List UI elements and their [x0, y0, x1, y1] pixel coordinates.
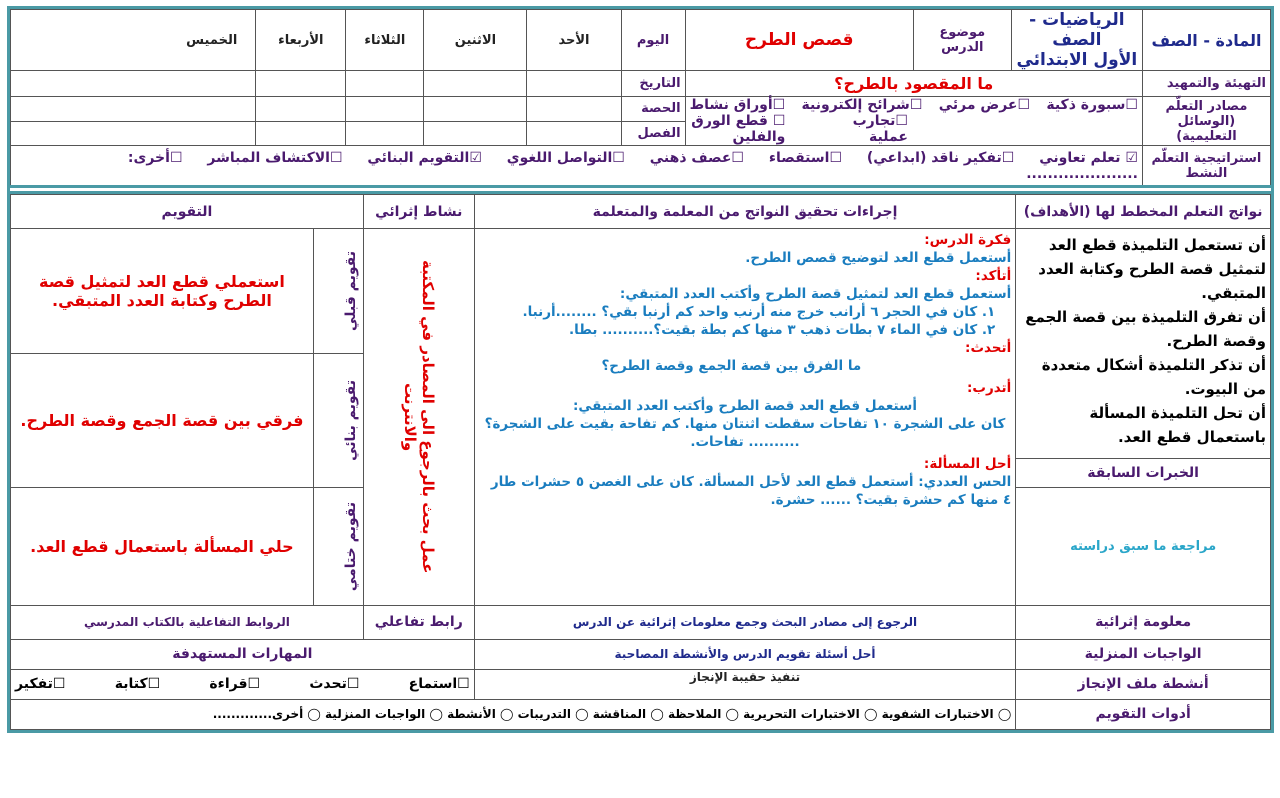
eval-type-pre: تقويم قبلي [313, 229, 363, 354]
enrich-info-label: معلومة إثرائية [1016, 605, 1271, 639]
strategy-other[interactable]: ☐أخرى: ..................... [127, 149, 1138, 182]
day-wednesday: الأربعاء [256, 10, 346, 71]
skill-reading[interactable]: ☐قراءة [209, 676, 261, 693]
portfolio-label: أنشطة ملف الإنجاز [1016, 669, 1271, 699]
evaluation-header: التقويم [11, 195, 364, 229]
tool-exercises[interactable]: ◯ التدريبات [517, 707, 589, 722]
resource-paper[interactable]: ☐ قطع الورق والفلين [691, 113, 786, 145]
strategy-brainstorm[interactable]: ☐عصف ذهني [649, 149, 744, 166]
strategy-discovery[interactable]: ☐الاكتشاف المباشر [207, 149, 343, 166]
lesson-table [10, 194, 1271, 730]
eval-type-formative: تقويم بنائي [313, 354, 363, 487]
resource-worksheets[interactable]: ☐أوراق نشاط [689, 97, 786, 113]
eval-type-final: تقويم ختامي [313, 487, 363, 605]
subject-label: المادة - الصف [1142, 10, 1270, 71]
date-label: التاريخ [621, 71, 685, 97]
outcomes-list: أن تستعمل التلميذة قطع العد لتمثيل قصة الطرح وكتابة العدد المتبقي. أن تفرق التلميذة بين قصة الجمع وقصة الطرح. أن تذكر التلميذة أشكال متعددة من البيوت. أن تحل التلميذة المسألة باستعمال قطع العد. [1016, 229, 1271, 459]
tools-label: أدوات التقويم [1016, 699, 1271, 729]
skills-label: المهارات المستهدفة [11, 639, 475, 669]
homework-value: أحل أسئلة تقويم الدرس والأنشطة المصاحبة [474, 639, 1016, 669]
eval-text-final: حلي المسألة باستعمال قطع العد. [11, 487, 314, 605]
strategy-inquiry[interactable]: ☐استقصاء [768, 149, 842, 166]
topic-value: قصص الطرح [685, 10, 913, 71]
enrichment-header: نشاط إثرائي [363, 195, 474, 229]
procedures-header: إجراءات تحقيق النواتج من المعلمة والمتعلمة [474, 195, 1016, 229]
outcomes-header: نواتج التعلم المخطط لها (الأهداف) [1016, 195, 1271, 229]
strategies-list [11, 146, 1143, 186]
resource-experiments[interactable]: ☐تجارب عملية [852, 113, 908, 145]
class-label: الفصل [621, 121, 685, 146]
period-label: الحصة [621, 97, 685, 122]
skill-listening[interactable]: ☐استماع [408, 676, 470, 693]
skill-thinking[interactable]: ☐تفكير [15, 676, 66, 693]
strategy-communication[interactable]: ☐التواصل اللغوي [506, 149, 625, 166]
tool-homework[interactable]: ◯ الواجبات المنزلية [325, 707, 443, 722]
strategy-formative[interactable]: ☑التقويم البنائي [367, 149, 482, 166]
interactive-link-label: رابط تفاعلي [363, 605, 474, 639]
homework-label: الواجبات المنزلية [1016, 639, 1271, 669]
enrichment-cell [363, 229, 474, 606]
tools-list [11, 699, 1016, 729]
intro-value: ما المقصود بالطرح؟ [685, 71, 1142, 97]
day-sunday: الأحد [527, 10, 621, 71]
eval-text-pre: استعملي قطع العد لتمثيل قصة الطرح وكتابة العدد المتبقي. [11, 229, 314, 354]
strategy-label: استراتيجية التعلّم النشط [1142, 146, 1270, 186]
resources-label: مصادر التعلّم (الوسائل التعليمية) [1142, 97, 1270, 146]
intro-label: التهيئة والتمهيد [1142, 71, 1270, 97]
strategy-cooperative[interactable]: ☑ تعلم تعاوني [1039, 149, 1138, 166]
enrich-info-value: الرجوع إلى مصادر البحث وجمع معلومات إثرائية عن الدرس [474, 605, 1016, 639]
day-monday: الاثنين [424, 10, 527, 71]
day-label: اليوم [621, 10, 685, 71]
tool-observation[interactable]: ◯ الملاحظة [667, 707, 739, 722]
procedures-content: فكرة الدرس: أستعمل قطع العد لتوضيح قصص الطرح. أتأكد: أستعمل قطع العد لتمثيل قصة الطرح وأكتب العدد المتبقي: ١. كان في الحجر ٦ أرانب خرج منه أرنب واحد كم أرنبا بقي؟ ........أرنبا. ٢. كان في الماء ٧ بطات ذهب ٣ منها كم بطة بقيت؟.......... بطا. أتحدث: ما الفرق بين قصة الجمع وقصة الطرح؟ أتدرب: أستعمل قطع العد قصة الطرح وأكتب العدد المتبقي: كان على الشجرة ١٠ تفاحات سقطت اثنتان منها. كم تفاحة بقيت على الشجرة؟ .......... تفاحات. أحل المسألة: الحس العددي: أستعمل قطع العد لأحل المسألة. كان على الغصن ٥ حشرات طار ٤ منها كم حشرة بقيت؟ ...... حشرة. [474, 229, 1016, 606]
tool-discussion[interactable]: ◯ المناقشة [592, 707, 664, 722]
eval-text-formative: فرقي بين قصة الجمع وقصة الطرح. [11, 354, 314, 487]
prior-value: مراجعة ما سبق دراسته [1016, 487, 1271, 605]
prior-label: الخبرات السابقة [1016, 459, 1271, 487]
tool-oral[interactable]: ◯ الاختبارات الشفوية [881, 707, 1012, 722]
header-table [10, 9, 1271, 186]
day-thursday: الخميس [11, 10, 256, 71]
skills-list [11, 669, 475, 699]
skill-speaking[interactable]: ☐تحدث [309, 676, 360, 693]
interactive-link-value[interactable]: الروابط التفاعلية بالكتاب المدرسي [11, 605, 364, 639]
resource-smartboard[interactable]: ☐سبورة ذكية [1046, 97, 1138, 113]
tool-activities[interactable]: ◯ الأنشطة [447, 707, 514, 722]
subject-value: الرياضيات - الصف الأول الابتدائي [1011, 10, 1142, 71]
resources-list [685, 97, 1142, 146]
strategy-critical[interactable]: ☐تفكير ناقد (ابداعي) [866, 149, 1015, 166]
skill-writing[interactable]: ☐كتابة [114, 676, 161, 693]
day-tuesday: الثلاثاء [346, 10, 424, 71]
tool-written[interactable]: ◯ الاختبارات التحريرية [743, 707, 878, 722]
resource-visual[interactable]: ☐عرض مرئي [938, 97, 1031, 113]
resource-slides[interactable]: ☐شرائح إلكترونية [801, 97, 923, 113]
section-divider [10, 185, 1271, 194]
topic-label: موضوع الدرس [913, 10, 1011, 71]
enrichment-text: عمل بحث بالرجوع الى المصادر في المكتبة والانترنت [400, 260, 437, 574]
portfolio-value: تنفيذ حقيبة الإنجاز [474, 669, 1016, 699]
tool-other[interactable]: ◯ أخرى............. [212, 707, 321, 722]
